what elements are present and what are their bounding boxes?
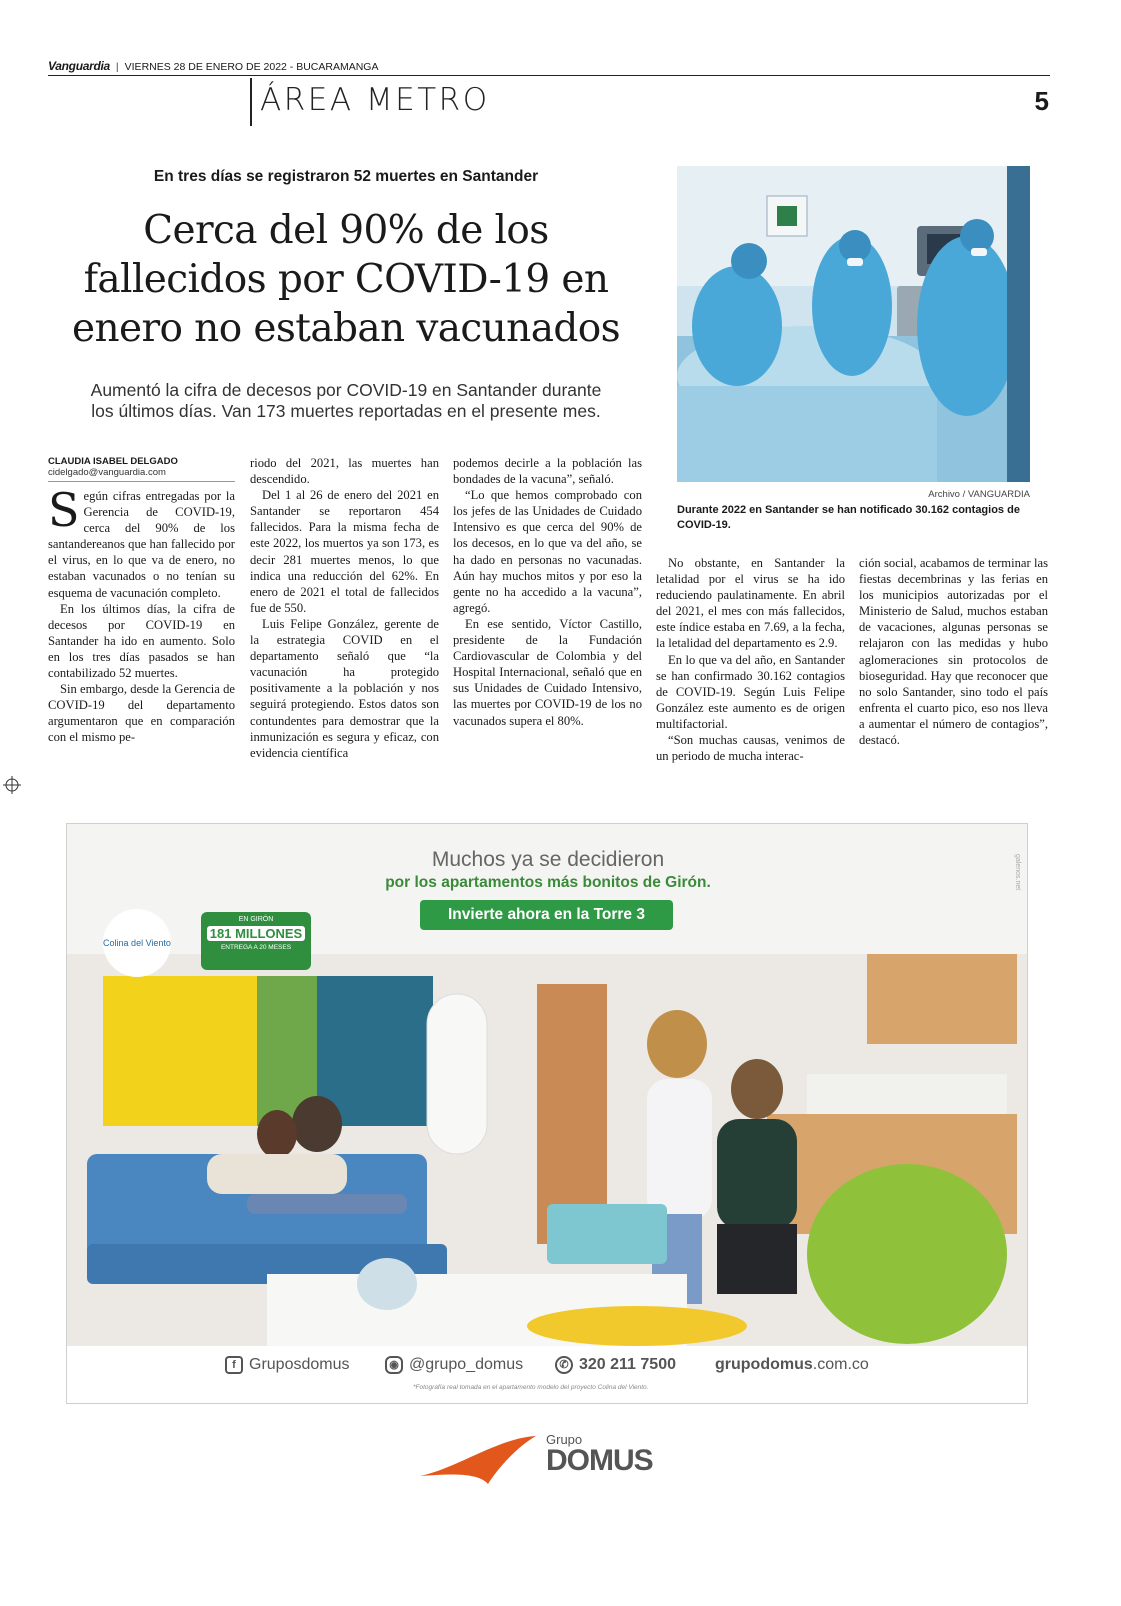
edition-date: VIERNES 28 DE ENERO DE 2022 - BUCARAMANGA <box>124 61 379 73</box>
article-headline: Cerca del 90% de los fallecidos por COVID-19 en enero no estaban vacunados <box>71 208 620 351</box>
body-column-3 <box>453 455 642 729</box>
author-email[interactable]: cidelgado@vanguardia.com <box>48 467 235 482</box>
body-paragraph <box>48 483 235 601</box>
section-rule <box>250 78 252 126</box>
photo-caption: Durante 2022 en Santander se han notificado 30.162 contagios de COVID-19. <box>677 504 1020 531</box>
page-number: 5 <box>1034 86 1049 116</box>
body-paragraph: En los últimos días, la cifra de decesos por COVID-19 en Santander ha ido en aumento. Solo en los tres días pasados se han contabilizado 52 muertes. <box>48 601 235 681</box>
website-domain: grupodomus <box>715 1356 813 1373</box>
badge-price: 181 MILLONES <box>207 926 305 941</box>
website-link[interactable] <box>715 1356 869 1374</box>
body-column-1 <box>48 483 235 746</box>
registration-mark-icon <box>3 776 21 794</box>
photo-credit: Archivo / VANGUARDIA <box>928 489 1030 500</box>
whatsapp-contact[interactable] <box>555 1356 676 1374</box>
website-tld: .com.co <box>812 1356 869 1373</box>
domus-swoosh-icon <box>418 1428 548 1488</box>
ad-living-room-photo <box>67 954 1028 1346</box>
colina-del-viento-logo: Colina del Viento <box>103 909 171 977</box>
body-paragraph: No obstante, en Santander la letalidad por el virus se ha ido reduciendo paulatinamente. En abril del 2021, el mes con más fallecidos, este índice estaba en 7.69, a la fecha, la letalidad del departamento es 2.9. <box>656 556 845 651</box>
ad-headline: Muchos ya se decidieron <box>431 848 665 871</box>
body-column-2 <box>250 455 439 761</box>
price-badge <box>201 912 311 970</box>
domus-logo-big: DOMUS <box>546 1444 653 1477</box>
ad-subheadline: por los apartamentos más bonitos de Girón. <box>385 874 711 891</box>
masthead-separator: | <box>115 61 119 73</box>
body-paragraph: En lo que va del año, en Santander se han confirmado 30.162 contagios de COVID-19. Según Luis Felipe González este aumento es de origen multifactorial. <box>656 652 845 731</box>
ad-agency-credit: galenos.net <box>1014 854 1021 891</box>
invest-now-button[interactable]: Invierte ahora en la Torre 3 <box>420 900 673 930</box>
ad-disclaimer: *Fotografía real tomada en el apartamento modelo del proyecto Colina del Viento. <box>413 1384 649 1391</box>
whatsapp-number: 320 211 7500 <box>579 1356 676 1373</box>
whatsapp-icon: ✆ <box>555 1356 573 1374</box>
body-paragraph: ción social, acabamos de terminar las fiestas decembrinas y las ferias en los municipios autorizadas por el Ministerio de Salud, muchos estaban de vacaciones, algunas personas se relajaron con las medidas y hubo aglomeraciones sin protocolos de bioseguridad. Hay que reconocer que no solo Santander, sino todo el país enfrenta el cuarto pico, eso nos lleva a aumentar el número de contagios”, destacó. <box>859 556 1048 748</box>
facebook-icon: f <box>225 1356 243 1374</box>
grupo-domus-logo <box>418 1428 678 1488</box>
ad-scene-illustration <box>67 954 1028 1346</box>
body-column-4 <box>656 555 845 764</box>
icu-photo <box>677 166 1030 482</box>
newspaper-brand: Vanguardia <box>48 59 110 73</box>
section-title: ÁREA METRO <box>260 82 490 118</box>
masthead <box>48 58 1050 76</box>
author-name: CLAUDIA ISABEL DELGADO <box>48 456 178 467</box>
article-kicker: En tres días se registraron 52 muertes en Santander <box>153 168 539 185</box>
body-paragraph: “Lo que hemos comprobado con los jefes de las Unidades de Cuidado Intensivo es que cerca del 90% de los decesos, en lo que va del año, se ha dado en personas no vacunadas. Aún hay muchos mitos y por eso la gente no ha accedido a la vacuna”, agregó. <box>453 488 642 615</box>
body-column-5 <box>859 555 1048 748</box>
badge-location: EN GIRÓN <box>238 916 274 923</box>
body-paragraph: Del 1 al 26 de enero del 2021 en Santander se reportaron 454 fallecidos. Para la misma fecha de este 2022, los muertos ya son 173, es decir 281 muertes menos, lo que indica una reducción del 62%. En enero de 2021 el total de fallecidos fue de 550. <box>250 488 439 615</box>
real-estate-ad[interactable] <box>66 823 1028 1404</box>
facebook-contact[interactable] <box>225 1356 350 1374</box>
drop-cap: S <box>48 483 80 537</box>
body-paragraph: “Son muchas causas, venimos de un periodo de mucha interac- <box>656 733 845 764</box>
body-paragraph: podemos decirle a la población las bondades de la vacuna”, señaló. <box>453 456 642 487</box>
paragraph-text: egún cifras entregadas por la Gerencia de COVID-19, cerca del 90% de los santandereanos que han fallecido por el virus, en lo que va de enero, no estaban vacunados o no tenían su esquema de vacunación completo. <box>48 489 235 600</box>
body-paragraph: Sin embargo, desde la Gerencia de COVID-19 del departamento argumentaron que en comparación con el mismo pe- <box>48 682 235 745</box>
instagram-contact[interactable] <box>385 1356 523 1374</box>
body-paragraph: riodo del 2021, las muertes han descendido. <box>250 456 439 487</box>
ad-contact-bar <box>67 1346 1028 1404</box>
icu-photo-illustration <box>677 166 1030 482</box>
facebook-handle: Gruposdomus <box>249 1356 350 1373</box>
body-paragraph: Luis Felipe González, gerente de la estrategia COVID en el departamento señaló que “la vacunación ha protegido positivamente a la población y nos seguirá protegiendo. Estos datos son contundentes para demostrar que la inmunización es segura y eficaz, con evidencia científica <box>250 616 439 760</box>
article-deck: Aumentó la cifra de decesos por COVID-19 en Santander durante los últimos días. Van 173 muertes reportadas en el presente mes. <box>90 380 602 421</box>
badge-delivery: ENTREGA A 20 MESES <box>220 944 292 951</box>
instagram-handle: @grupo_domus <box>409 1356 524 1373</box>
body-paragraph: En ese sentido, Víctor Castillo, presidente de la Fundación Cardiovascular de Colombia y del Hospital Internacional, señaló que en sus Unidades de Cuidado Intensivo, las muertes por COVID-19 de los no vacunados supera el 80%. <box>453 616 642 728</box>
instagram-icon: ◉ <box>385 1356 403 1374</box>
byline <box>48 456 235 482</box>
domus-logo-small: Grupo <box>546 1432 583 1447</box>
